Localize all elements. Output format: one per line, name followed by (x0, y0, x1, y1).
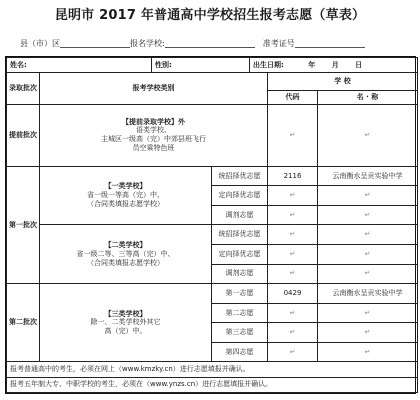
choice-label: 调剂志愿 (212, 205, 268, 225)
school-code-cell[interactable]: 2116 (268, 166, 318, 186)
school-code-cell[interactable]: ↵ (268, 244, 318, 264)
school-field[interactable] (60, 39, 130, 48)
first-batch-label: 第一批次 (7, 166, 40, 283)
school-field[interactable] (165, 39, 255, 48)
early-code-cell[interactable]: ↵ (268, 104, 318, 166)
note-row (7, 362, 418, 377)
header-category: 报考学校类别 (40, 73, 268, 105)
school-code-cell[interactable]: ↵ (268, 264, 318, 284)
choice-row (7, 284, 418, 304)
choice-label: 统招择优志愿 (212, 225, 268, 245)
identity-row (7, 58, 418, 73)
category-1-line: （合同类填报志愿学校） (87, 199, 164, 208)
note-1: 报考普通高中的考生，必须在网上（www.kmzky.cn）进行志愿填报并确认。 (7, 362, 418, 377)
choice-label: 第三志愿 (212, 323, 268, 343)
second-batch-label: 第二批次 (7, 284, 40, 362)
school-name-cell[interactable]: ↵ (318, 264, 418, 284)
name-cell[interactable]: 姓名: (7, 58, 152, 73)
birth-cell[interactable]: 出生日期: 年 月 日 (250, 58, 418, 73)
school-name-cell[interactable]: ↵ (318, 205, 418, 225)
choice-label: 定向择优志愿 (212, 186, 268, 206)
application-form (5, 56, 416, 394)
category-2-line: （合同类填报志愿学校） (87, 258, 164, 267)
category-2-title: 【二类学校】 (104, 241, 147, 250)
header-batch: 录取批次 (7, 73, 40, 105)
school-name-cell[interactable]: ↵ (318, 342, 418, 362)
early-line: 语类学校、 (136, 126, 171, 135)
admission-number-field[interactable] (295, 39, 365, 48)
early-category (40, 104, 268, 166)
category-3-line: 高（完）中。 (104, 327, 147, 336)
choice-label: 统招择优志愿 (212, 166, 268, 186)
school-name-cell[interactable]: 云南衡水呈贡实验中学 (318, 166, 418, 186)
school-name-cell[interactable]: ↵ (318, 323, 418, 343)
early-batch-row (7, 104, 418, 166)
category-3-title: 【三类学校】 (104, 309, 147, 318)
school-code-cell[interactable]: ↵ (268, 186, 318, 206)
school-code-cell[interactable]: ↵ (268, 303, 318, 323)
school-label: 报名学校: (130, 39, 165, 48)
note-2: 报考五年制大专、中职学校的考生，必须在（www.ynzs.cn）进行志愿填报并确认。 (7, 377, 418, 392)
school-name-cell[interactable]: ↵ (318, 186, 418, 206)
admission-label: 准考证号 (262, 39, 295, 48)
category-1-line: 省一级一等高（完）中、 (87, 191, 164, 200)
note-row (7, 377, 418, 392)
choice-row (7, 225, 418, 245)
choice-label: 第四志愿 (212, 342, 268, 362)
school-code-cell[interactable]: ↵ (268, 205, 318, 225)
page-title: 昆明市 2017 年普通高中学校招生报考志愿（草表） (54, 8, 366, 23)
choice-row (7, 166, 418, 186)
early-line: 【提前录取学校】外 (122, 117, 185, 126)
info-line (20, 38, 410, 49)
choice-label: 第二志愿 (212, 303, 268, 323)
category-1-title: 【一类学校】 (104, 182, 147, 191)
early-line: 员空乘特色班 (132, 143, 175, 152)
county-label: 县（市）区 (20, 39, 60, 48)
school-code-cell[interactable]: ↵ (268, 323, 318, 343)
early-school-cell[interactable]: ↵ (318, 104, 418, 166)
header-school: 学 校 (268, 73, 418, 90)
category-3 (40, 284, 212, 362)
header-name: 名 · 称 (318, 90, 418, 104)
header-code: 代码 (268, 90, 318, 104)
school-name-cell[interactable]: 云南衡水呈贡实验中学 (318, 284, 418, 304)
choice-label: 第一志愿 (212, 284, 268, 304)
early-batch-label: 提前批次 (7, 104, 40, 166)
school-name-cell[interactable]: ↵ (318, 244, 418, 264)
choice-label: 调剂志愿 (212, 264, 268, 284)
school-code-cell[interactable]: ↵ (268, 225, 318, 245)
category-2-line: 省一级二等、三等高（完）中、 (76, 249, 175, 258)
category-1 (40, 166, 212, 225)
school-code-cell[interactable]: ↵ (268, 342, 318, 362)
school-name-cell[interactable]: ↵ (318, 225, 418, 245)
early-line: 主城区一级高（完）中郊县班飞行 (101, 135, 206, 144)
gender-cell[interactable]: 性别: (152, 58, 250, 73)
form-table (6, 57, 418, 393)
category-3-line: 除一、二类学校外其它 (90, 318, 161, 327)
category-2 (40, 225, 212, 284)
school-name-cell[interactable]: ↵ (318, 303, 418, 323)
choice-label: 定向择优志愿 (212, 244, 268, 264)
school-code-cell[interactable]: 0429 (268, 284, 318, 304)
